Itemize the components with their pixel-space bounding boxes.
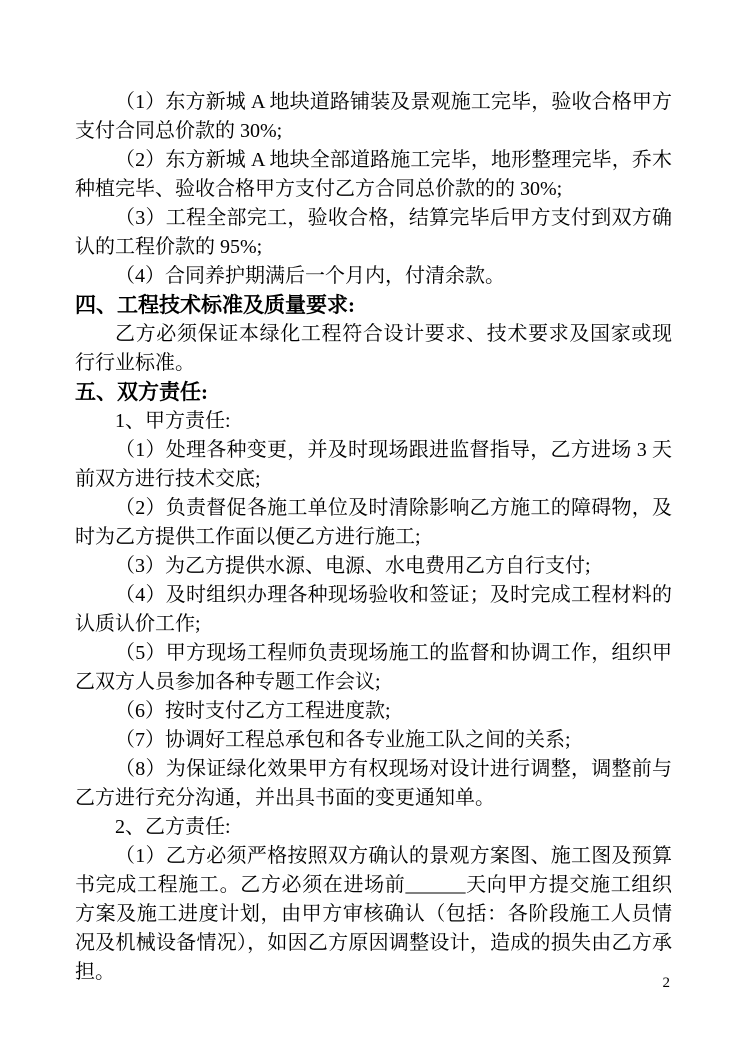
paragraph: （1）处理各种变更，并及时现场跟进监督指导，乙方进场 3 天前双方进行技术交底; [75, 439, 672, 490]
paragraph: （8）为保证绿化效果甲方有权现场对设计进行调整，调整前与乙方进行充分沟通，并出具书面的变更通知单。 [75, 758, 672, 809]
paragraph: （1）乙方必须严格按照双方确认的景观方案图、施工图及预算书完成工程施工。乙方必须在进场前______天向甲方提交施工组织方案及施工进度计划，由甲方审核确认（包括：各阶段施工人员情况及机械设备情况），如因乙方原因调整设计，造成的损失由乙方承担。 [75, 845, 672, 983]
paragraph: （5）甲方现场工程师负责现场施工的监督和协调工作，组织甲乙双方人员参加各种专题工作会议; [75, 642, 672, 693]
paragraph: （6）按时支付乙方工程进度款; [115, 700, 391, 722]
section-heading: 五、双方责任: [75, 380, 208, 404]
paragraph: （3）为乙方提供水源、电源、水电费用乙方自行支付; [115, 555, 591, 577]
paragraph: 2、乙方责任: [115, 816, 231, 838]
paragraph: （4）及时组织办理各种现场验收和签证；及时完成工程材料的认质认价工作; [75, 584, 672, 635]
paragraph: （1）东方新城 A 地块道路铺装及景观施工完毕，验收合格甲方支付合同总价款的 30%; [75, 91, 672, 142]
paragraph: （4）合同养护期满后一个月内，付清余款。 [115, 265, 505, 287]
page-number: 2 [662, 975, 670, 991]
paragraph: 1、甲方责任: [115, 410, 231, 432]
paragraph: （2）负责督促各施工单位及时清除影响乙方施工的障碍物，及时为乙方提供工作面以便乙方进行施工; [75, 497, 672, 548]
paragraph: （7）协调好工程总承包和各专业施工队之间的关系; [115, 729, 571, 751]
paragraph: （2）东方新城 A 地块全部道路施工完毕，地形整理完毕，乔木种植完毕、验收合格甲方支付乙方合同总价款的的 30%; [75, 149, 672, 200]
paragraph: （3）工程全部完工，验收合格，结算完毕后甲方支付到双方确认的工程价款的 95%; [75, 207, 672, 258]
paragraph: 乙方必须保证本绿化工程符合设计要求、技术要求及国家或现行行业标准。 [75, 323, 672, 374]
document-body [75, 88, 672, 987]
section-heading: 四、工程技术标准及质量要求: [75, 293, 355, 317]
